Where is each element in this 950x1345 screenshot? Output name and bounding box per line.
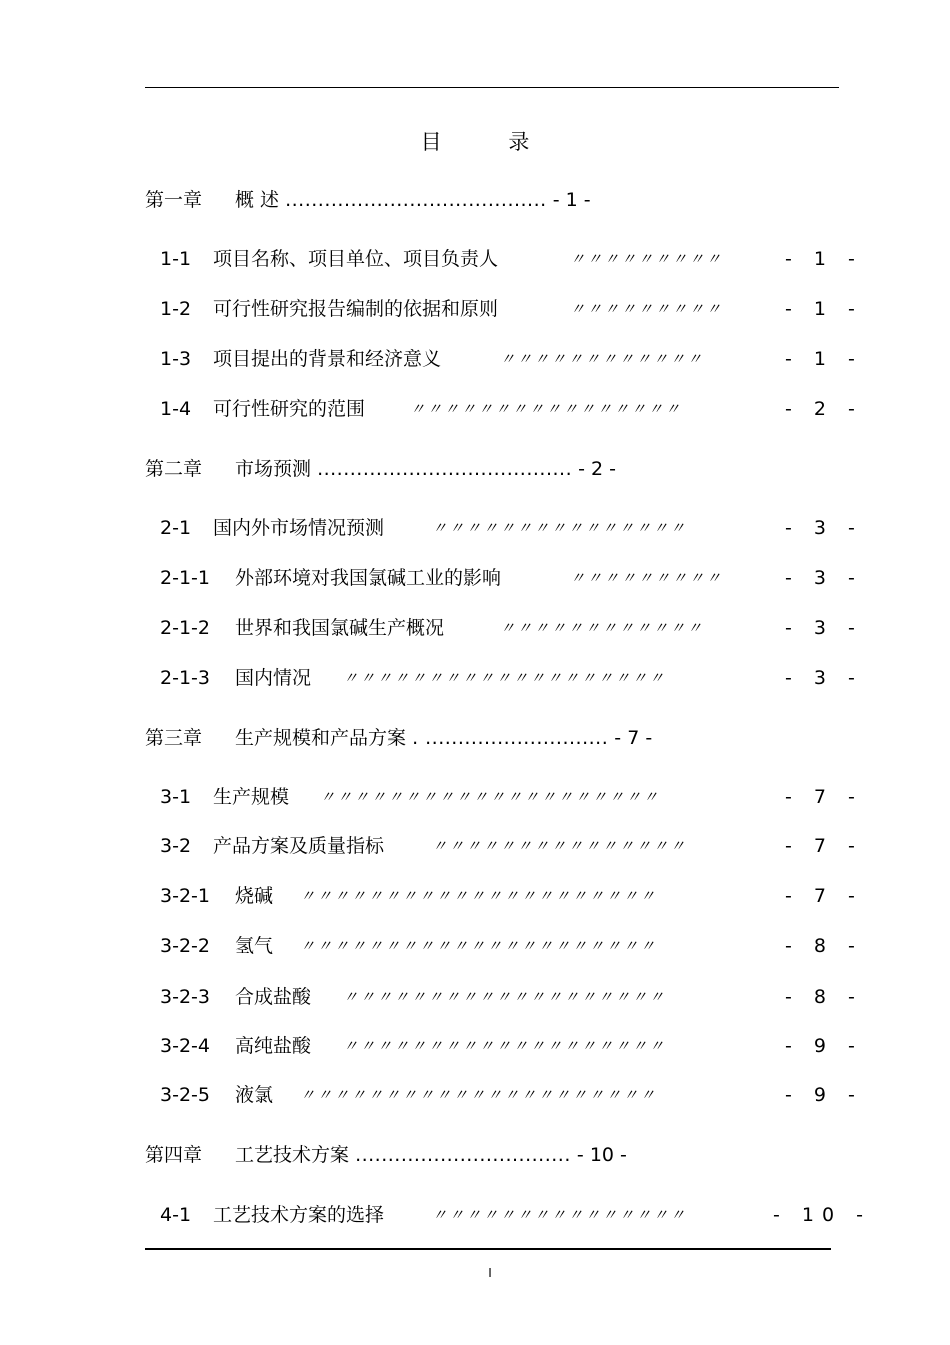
section-title: 可行性研究的范围 (213, 398, 366, 420)
dot-leader: ....................................... (317, 458, 573, 480)
page-ref: - 3 - (785, 567, 863, 589)
toc-section[interactable] (160, 983, 863, 1011)
page-ref: - 10 - (773, 1204, 871, 1226)
toc-section[interactable] (160, 882, 863, 910)
page-ref: - 3 - (785, 617, 863, 639)
toc-section[interactable] (160, 783, 863, 811)
section-number: 2-1-1 (160, 567, 210, 589)
section-title: 合成盐酸 (235, 986, 312, 1008)
dot-leader: . ............................ (412, 727, 609, 749)
header-rule (145, 87, 839, 88)
toc-section[interactable] (160, 245, 863, 273)
toc-section[interactable] (160, 395, 863, 423)
toc-section[interactable] (160, 614, 863, 642)
toc-section[interactable] (160, 345, 863, 373)
page-number: I (488, 1266, 492, 1280)
section-number: 4-1 (160, 1204, 192, 1226)
section-title: 项目名称、项目单位、项目负责人 (213, 248, 499, 270)
dot-leader: ................................. (355, 1144, 571, 1166)
toc-section[interactable] (160, 564, 863, 592)
section-number: 1-4 (160, 398, 192, 420)
page-ref: - 7 - (785, 885, 863, 907)
dot-leader: ........................................ (285, 189, 547, 211)
section-number: 2-1-2 (160, 617, 210, 639)
section-number: 3-2-5 (160, 1084, 210, 1106)
section-number: 1-2 (160, 298, 192, 320)
leader: 〃〃〃〃〃〃〃〃〃〃〃〃〃〃〃〃〃〃〃〃〃 (300, 887, 658, 905)
leader: 〃〃〃〃〃〃〃〃〃〃〃〃〃〃〃〃〃〃〃 (343, 669, 667, 687)
toc-section[interactable] (160, 932, 863, 960)
leader: 〃〃〃〃〃〃〃〃〃〃〃〃〃〃〃〃〃〃〃 (343, 988, 667, 1006)
toc-section[interactable] (160, 1201, 871, 1229)
page-ref: - 8 - (785, 935, 863, 957)
leader: 〃〃〃〃〃〃〃〃〃〃〃〃〃〃〃〃〃〃〃〃〃 (300, 937, 658, 955)
section-title: 可行性研究报告编制的依据和原则 (213, 298, 499, 320)
leader: 〃〃〃〃〃〃〃〃〃〃〃〃〃〃〃 (432, 519, 688, 537)
section-title: 高纯盐酸 (235, 1035, 312, 1057)
page-ref: - 2 - (785, 398, 863, 420)
section-title: 国内外市场情况预测 (213, 517, 385, 539)
chapter-number: 第一章 (145, 189, 203, 211)
leader: 〃〃〃〃〃〃〃〃〃 (570, 300, 724, 318)
footer-rule (145, 1248, 831, 1250)
page-ref: - 7 - (785, 835, 863, 857)
section-title: 世界和我国氯碱生产概况 (235, 617, 445, 639)
section-title: 外部环境对我国氯碱工业的影响 (235, 567, 502, 589)
page-ref: - 2 - (578, 458, 617, 480)
leader: 〃〃〃〃〃〃〃〃〃〃〃〃〃〃〃〃〃〃〃〃〃 (300, 1086, 658, 1104)
toc-chapter[interactable] (145, 455, 616, 483)
section-number: 1-1 (160, 248, 192, 270)
section-number: 3-2 (160, 835, 192, 857)
leader: 〃〃〃〃〃〃〃〃〃 (570, 569, 724, 587)
page-ref: - 8 - (785, 986, 863, 1008)
section-title: 氢气 (235, 935, 274, 957)
section-number: 3-2-4 (160, 1035, 210, 1057)
section-title: 国内情况 (235, 667, 312, 689)
section-number: 3-2-2 (160, 935, 210, 957)
section-title: 生产规模 (213, 786, 290, 808)
section-number: 3-1 (160, 786, 192, 808)
leader: 〃〃〃〃〃〃〃〃〃〃〃〃〃〃〃〃 (410, 400, 683, 418)
page-ref: - 9 - (785, 1035, 863, 1057)
chapter-title: 工艺技术方案 (235, 1144, 350, 1166)
chapter-title: 概 述 (235, 189, 280, 211)
section-title: 项目提出的背景和经济意义 (213, 348, 442, 370)
toc-title: 目 录 (420, 130, 560, 154)
section-number: 2-1-3 (160, 667, 210, 689)
page-ref: - 7 - (614, 727, 653, 749)
section-number: 2-1 (160, 517, 192, 539)
toc-section[interactable] (160, 1081, 863, 1109)
page-ref: - 1 - (785, 348, 863, 370)
page-ref: - 9 - (785, 1084, 863, 1106)
chapter-number: 第三章 (145, 727, 203, 749)
leader: 〃〃〃〃〃〃〃〃〃〃〃〃〃〃〃〃〃〃〃 (343, 1037, 667, 1055)
leader: 〃〃〃〃〃〃〃〃〃 (570, 250, 724, 268)
leader: 〃〃〃〃〃〃〃〃〃〃〃〃 (500, 350, 705, 368)
leader: 〃〃〃〃〃〃〃〃〃〃〃〃 (500, 619, 705, 637)
section-title: 液氯 (235, 1084, 274, 1106)
toc-chapter[interactable] (145, 724, 652, 752)
toc-section[interactable] (160, 832, 863, 860)
page-ref: - 1 - (785, 298, 863, 320)
section-title: 产品方案及质量指标 (213, 835, 385, 857)
section-number: 1-3 (160, 348, 192, 370)
toc-section[interactable] (160, 514, 863, 542)
toc-section[interactable] (160, 295, 863, 323)
page-ref: - 1 - (785, 248, 863, 270)
chapter-title: 市场预测 (235, 458, 312, 480)
toc-chapter[interactable] (145, 186, 591, 214)
page-ref: - 10 - (576, 1144, 627, 1166)
section-title: 烧碱 (235, 885, 274, 907)
section-number: 3-2-3 (160, 986, 210, 1008)
page-ref: - 1 - (552, 189, 591, 211)
leader: 〃〃〃〃〃〃〃〃〃〃〃〃〃〃〃 (432, 1206, 688, 1224)
page-ref: - 7 - (785, 786, 863, 808)
toc-chapter[interactable] (145, 1141, 627, 1169)
leader: 〃〃〃〃〃〃〃〃〃〃〃〃〃〃〃〃〃〃〃〃 (320, 788, 661, 806)
toc-section[interactable] (160, 1032, 863, 1060)
page-ref: - 3 - (785, 667, 863, 689)
chapter-title: 生产规模和产品方案 (235, 727, 407, 749)
page-ref: - 3 - (785, 517, 863, 539)
chapter-number: 第四章 (145, 1144, 203, 1166)
section-number: 3-2-1 (160, 885, 210, 907)
chapter-number: 第二章 (145, 458, 203, 480)
section-title: 工艺技术方案的选择 (213, 1204, 385, 1226)
toc-section[interactable] (160, 664, 863, 692)
leader: 〃〃〃〃〃〃〃〃〃〃〃〃〃〃〃 (432, 837, 688, 855)
